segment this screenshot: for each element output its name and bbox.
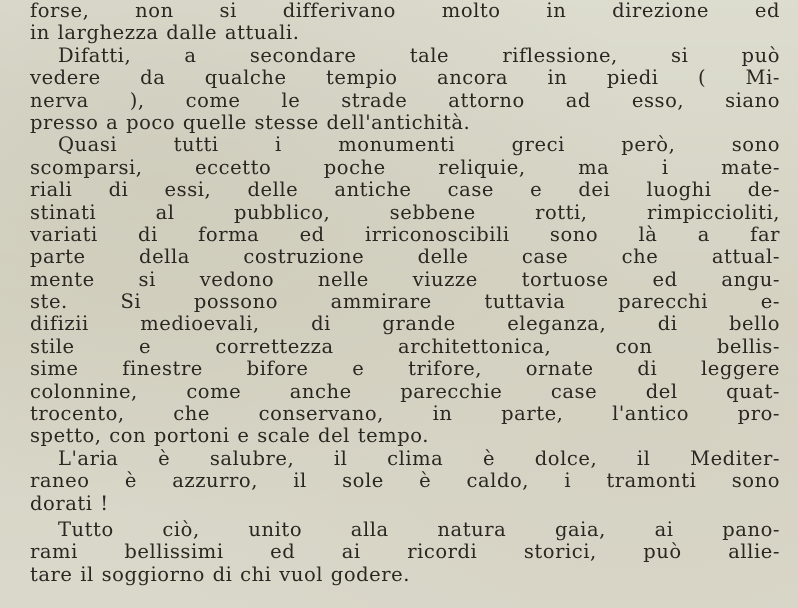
text-line: presso a poco quelle stesse dell'antichità. <box>30 110 471 134</box>
text-line: difizii medioevali, di grande eleganza, di bello <box>30 312 780 336</box>
text-line: stile e correttezza architettonica, con bellis- <box>30 334 780 358</box>
text-line: dorati ! <box>30 491 109 515</box>
text-line: colonnine, come anche parecchie case del quat- <box>30 379 780 403</box>
text-line: sime finestre bifore e trifore, ornate di leggere <box>30 357 780 381</box>
text-line: vedere da qualche tempio ancora in piedi ( Mi- <box>30 66 780 90</box>
text-line: L'aria è salubre, il clima è dolce, il Mediter- <box>58 446 780 470</box>
text-line: in larghezza dalle attuali. <box>30 21 300 45</box>
text-line: Quasi tutti i monumenti greci però, sono <box>58 133 780 157</box>
text-line: ste. Si possono ammirare tuttavia parecchi e- <box>30 290 780 314</box>
text-line: trocento, che conservano, in parte, l'antico pro- <box>30 402 780 426</box>
text-line: Tutto ciò, unito alla natura gaia, ai pano- <box>58 517 780 541</box>
text-line: variati di forma ed irriconoscibili sono là a far <box>30 222 780 246</box>
text-line: mente si vedono nelle viuzze tortuose ed angu- <box>30 267 780 291</box>
text-line: rami bellissimi ed ai ricordi storici, può allie- <box>30 540 780 564</box>
text-line: parte della costruzione delle case che attual- <box>30 245 780 269</box>
text-line: spetto, con portoni e scale del tempo. <box>30 424 429 448</box>
body-text <box>30 0 780 586</box>
text-line: tare il soggiorno di chi vuol godere. <box>30 562 410 586</box>
text-line: riali di essi, delle antiche case e dei luoghi de- <box>30 178 780 202</box>
text-line: nerva ), come le strade attorno ad esso, siano <box>30 88 780 112</box>
text-line: Difatti, a secondare tale riflessione, si può <box>58 43 780 67</box>
text-line: scomparsi, eccetto poche reliquie, ma i mate- <box>30 155 780 179</box>
text-line: forse, non si differivano molto in direzione ed <box>30 0 780 22</box>
text-line: stinati al pubblico, sebbene rotti, rimpiccioliti, <box>30 200 780 224</box>
text-line: raneo è azzurro, il sole è caldo, i tramonti sono <box>30 469 780 493</box>
